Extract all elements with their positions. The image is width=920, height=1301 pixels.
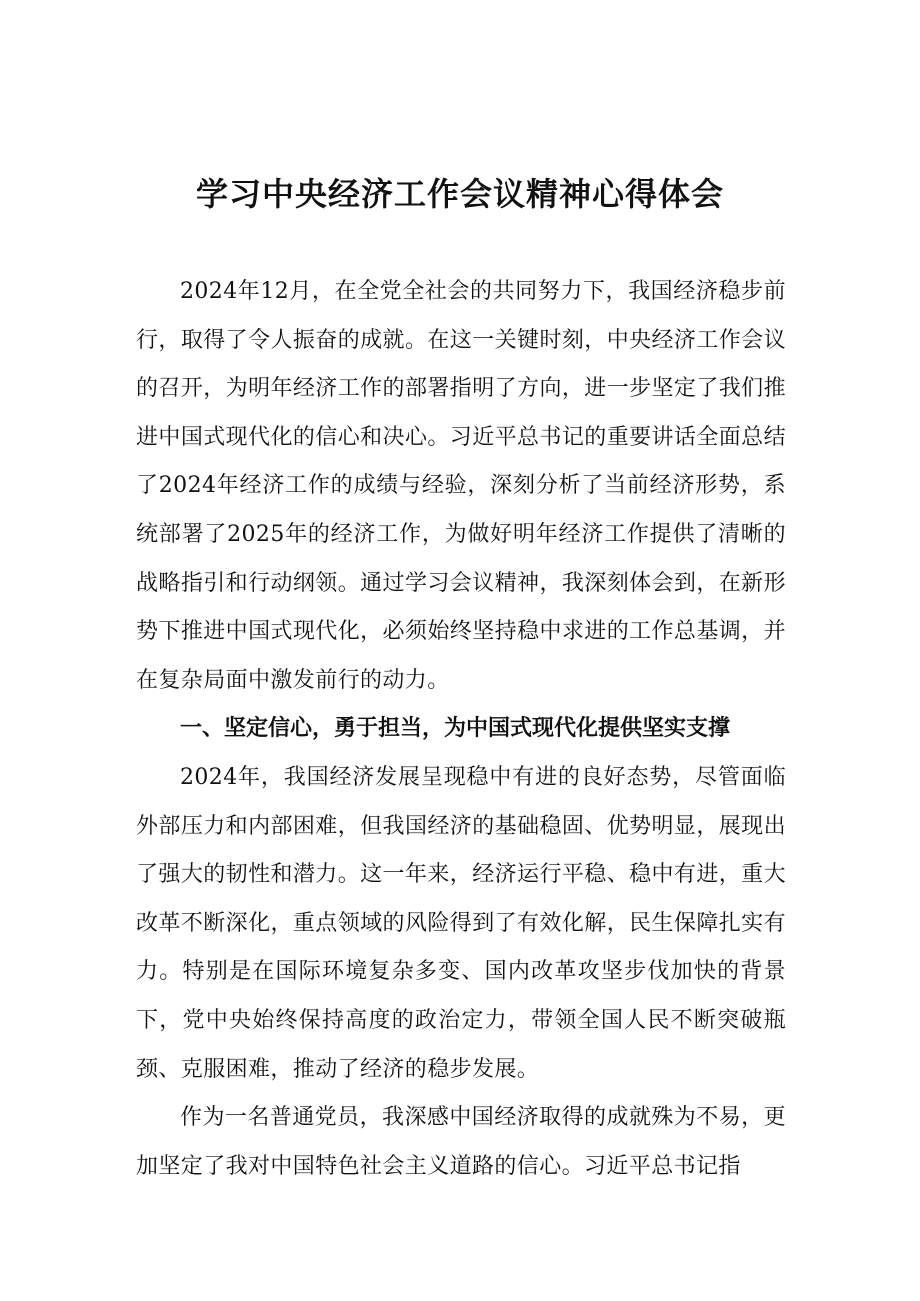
document-title: 学习中央经济工作会议精神心得体会	[195, 175, 724, 213]
section-heading: 一、坚定信心，勇于担当，为中国式现代化提供坚实支撑	[180, 716, 731, 742]
intro-paragraph: 2024年12月，在全党全社会的共同努力下，我国经济稳步前行，取得了令人振奋的成就。在这一关键时刻，中央经济工作会议的召开，为明年经济工作的部署指明了方向，进一步坚定了我们推进中国式现代化的信心和决心。习近平总书记的重要讲话全面总结了2024年经济工作的成绩与经验，深刻分析了当前经济形势，系统部署了2025年的经济工作，为做好明年经济工作提供了清晰的战略指引和行动纲领。通过学习会议精神，我深刻体会到，在新形势下推进中国式现代化，必须始终坚持稳中求进的工作总基调，并在复杂局面中激发前行的动力。	[136, 279, 786, 693]
body-paragraph: 2024年，我国经济发展呈现稳中有进的良好态势，尽管面临外部压力和内部困难，但我国经济的基础稳固、优势明显，展现出了强大的韧性和潜力。这一年来，经济运行平稳、稳中有进，重大改革不断深化，重点领域的风险得到了有效化解，民生保障扎实有力。特别是在国际环境复杂多变、国内改革攻坚步伐加快的背景下，党中央始终保持高度的政治定力，带领全国人民不断突破瓶颈、克服困难，推动了经济的稳步发展。	[136, 764, 786, 1082]
document-body	[136, 268, 786, 1191]
body-paragraph: 作为一名普通党员，我深感中国经济取得的成就殊为不易，更加坚定了我对中国特色社会主义道路的信心。习近平总书记指	[136, 1105, 786, 1179]
